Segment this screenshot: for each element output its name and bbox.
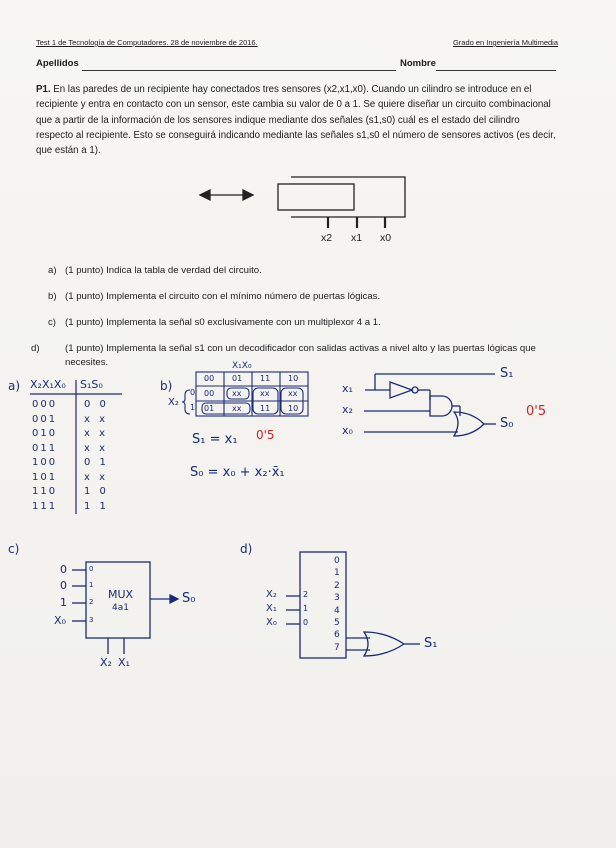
grade-mark: 0'5 [526, 404, 547, 419]
kmap-cell: 01 [204, 404, 215, 413]
kmap-row-label: 1 [190, 403, 196, 412]
mux-input: X₀ [54, 614, 66, 627]
mux-index: 1 [89, 581, 94, 589]
table-row-in: 101 [32, 471, 58, 483]
mux-select: X₂ [100, 656, 112, 669]
container-outline [291, 177, 405, 217]
sensor-label-x1: x1 [351, 232, 363, 244]
logic-circuit [364, 374, 496, 436]
surname-label: Apellidos [36, 58, 79, 69]
question-d [31, 342, 565, 369]
kmap-col: 01 [232, 374, 243, 383]
table-row-in: 011 [32, 442, 58, 454]
question-text: (1 punto) Implementa la señal s1 con un decodificador con salidas activas a nivel alto y las puertas lógicas que necesites. [65, 343, 536, 368]
question-letter: b) [48, 291, 57, 302]
circuit-output-s0: S₀ [500, 416, 514, 431]
decoder-output: 2 [334, 580, 340, 591]
circuit-output-s1: S₁ [500, 366, 514, 381]
arrow-head-right [243, 190, 253, 200]
mux-index: 3 [89, 616, 94, 624]
answer-a-label: a) [8, 379, 21, 393]
mux-index: 0 [89, 565, 94, 573]
decoder-output: 4 [334, 605, 340, 616]
kmap-cell: xx [232, 389, 242, 398]
decoder-output: 6 [334, 630, 340, 641]
mux-select: X₁ [118, 656, 130, 669]
kmap-col: 10 [288, 374, 299, 383]
sensor-label-x0: x0 [380, 232, 392, 244]
header-degree: Grado en Ingeniería Multimedia [452, 38, 558, 47]
kmap-cell: 00 [204, 389, 215, 398]
circuit-input-x1: x₁ [342, 382, 353, 395]
mux-input: 1 [60, 596, 67, 609]
decoder-input: X₂ [266, 589, 277, 600]
kmap-col: 11 [260, 374, 271, 383]
truth-table-header-in: X₂X₁X₀ [30, 378, 66, 391]
table-row-in: 111 [32, 500, 58, 512]
table-row-in: 110 [32, 486, 58, 497]
problem-text: En las paredes de un recipiente hay conectados tres sensores (x2,x1,x0). Cuando un cilindro se introduce en el recipiente y entra en contacto con un sensor, este cambia su valor de 0 a 1. Se quiere diseñar un circuito combinacional que a partir de la información de los sensores indique mediante dos señales (s1,s0) cuál es el estado del cilindro respecto al recipiente. Esto se conseguirá indicando mediante las señales s1,s0 el número de sensores activos (es decir, que están a 1). [36, 84, 556, 157]
name-label: Nombre [400, 58, 436, 69]
answer-b-label: b) [160, 379, 173, 393]
circuit-input-x0: x₀ [342, 424, 353, 437]
question-text: (1 punto) Indica la tabla de verdad del circuito. [65, 265, 262, 276]
question-letter: d) [31, 343, 40, 354]
arrow-head-left [200, 190, 210, 200]
circuit-input-x2: x₂ [342, 403, 353, 416]
mux-input: 0 [60, 579, 67, 592]
decoder-input: X₀ [266, 617, 277, 628]
decoder-index: 2 [303, 590, 309, 599]
problem-id: P1. [36, 84, 51, 95]
decoder-output-s1: S₁ [424, 636, 438, 651]
kmap-side-label: X₂ [168, 397, 179, 408]
decoder-output: 1 [334, 568, 340, 579]
kmap-top-label: X₁X₀ [232, 361, 252, 371]
question-text: (1 punto) Implementa el circuito con el mínimo número de puertas lógicas. [65, 291, 381, 302]
decoder-output: 0 [334, 556, 340, 566]
table-row-out: x x [84, 428, 109, 439]
answer-d-label: d) [240, 542, 253, 556]
question-b [48, 290, 553, 304]
table-row-out: 1 0 [84, 486, 109, 497]
decoder-index: 1 [303, 604, 309, 613]
table-row-out: x x [84, 413, 109, 425]
equation-s0: S₀ = x₀ + x₂·x̄₁ [190, 465, 285, 480]
decoder-index: 0 [303, 618, 309, 627]
grade-mark: 0'5 [256, 428, 275, 442]
mux-output: S₀ [182, 591, 196, 606]
kmap-row-label: 0 [190, 388, 196, 397]
cylinder [278, 184, 354, 210]
table-row-in: 100 [32, 457, 58, 468]
answer-c-label: c) [8, 542, 20, 556]
kmap-cell: xx [232, 404, 242, 413]
question-letter: c) [48, 317, 56, 328]
equation-s1: S₁ = x₁ [192, 432, 238, 447]
table-row-out: x x [84, 471, 109, 483]
decoder-output: 7 [334, 642, 340, 653]
table-row-in: 001 [32, 413, 58, 425]
question-a [48, 264, 553, 278]
mux-input: 0 [60, 563, 67, 576]
table-row-in: 000 [32, 399, 58, 410]
container-figure [200, 177, 405, 228]
mux-index: 2 [89, 598, 94, 606]
truth-table-header-out: S₁S₀ [80, 378, 103, 391]
mux-subtitle: 4a1 [112, 603, 129, 613]
truth-table-inputs [32, 398, 57, 514]
truth-table-outputs [84, 398, 109, 514]
table-row-out: 0 1 [84, 457, 109, 468]
decoder-output: 5 [334, 618, 340, 629]
decoder-outputs [334, 555, 340, 654]
mux-title: MUX [108, 588, 134, 601]
table-row-out: x x [84, 442, 109, 454]
header-course: Test 1 de Tecnología de Computadores. 28 de noviembre de 2016. [36, 38, 258, 47]
table-row-in: 010 [32, 428, 58, 439]
decoder-output: 3 [334, 593, 340, 604]
table-row-out: 1 1 [84, 500, 109, 512]
kmap-col: 00 [204, 374, 215, 383]
decoder-input: X₁ [266, 603, 277, 614]
question-text: (1 punto) Implementa la señal s0 exclusivamente con un multiplexor 4 a 1. [65, 317, 381, 328]
kmap-cell: 10 [288, 404, 299, 413]
kmap-cell: xx [288, 389, 298, 398]
sensor-label-x2: x2 [321, 232, 333, 244]
kmap-cell: xx [260, 389, 270, 398]
table-row-out: 0 0 [84, 399, 109, 410]
question-letter: a) [48, 265, 57, 276]
kmap-cell: 11 [260, 404, 271, 413]
question-c [48, 316, 553, 330]
